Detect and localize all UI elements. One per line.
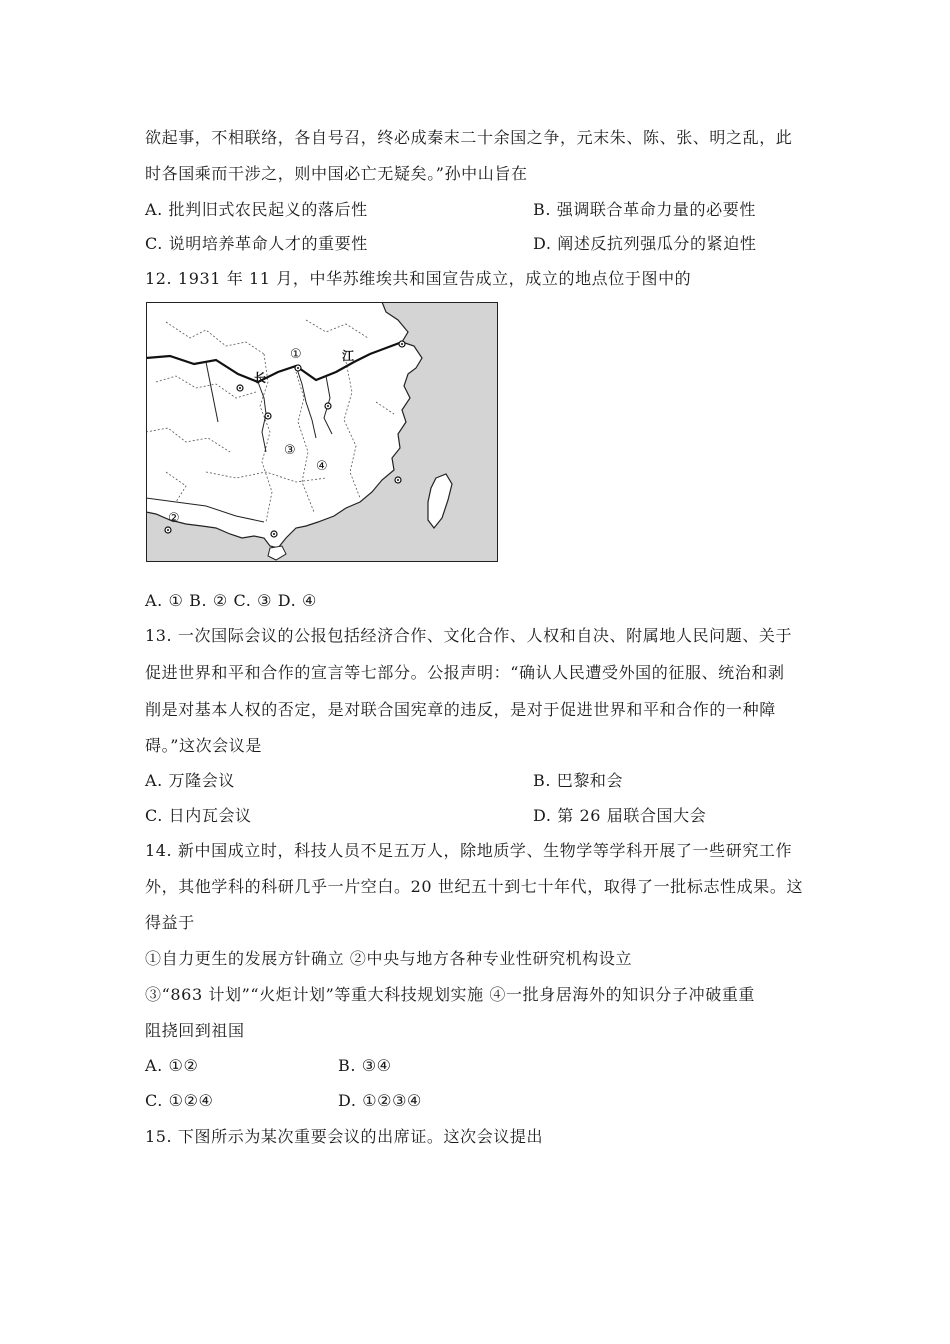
q12-stem: 12. 1931 年 11 月，中华苏维埃共和国宣告成立，成立的地点位于图中的 <box>145 269 692 288</box>
q11-stem-line2: 时各国乘而干涉之，则中国必亡无疑矣。”孙中山旨在 <box>145 164 528 183</box>
q11-option-a: A. 批判旧式农民起义的落后性 <box>145 200 368 219</box>
map-svg <box>146 302 498 562</box>
q13-stem-line1: 13. 一次国际会议的公报包括经济合作、文化合作、人权和自决、附属地人民问题、关于 <box>145 626 793 645</box>
q14-items-line1: ①自力更生的发展方针确立 ②中央与地方各种专业性研究机构设立 <box>145 949 633 968</box>
q13-option-d: D. 第 26 届联合国大会 <box>533 806 707 825</box>
q14-stem-line3: 得益于 <box>145 913 195 932</box>
q11-stem-line1: 欲起事，不相联络，各自号召，终必成秦末二十余国之争，元末朱、陈、张、明之乱，此 <box>145 128 793 147</box>
map-marker-3: ③ <box>284 443 296 458</box>
q14-option-c: C. ①②④ <box>145 1091 214 1110</box>
map-label-jiang: 江 <box>342 349 355 363</box>
southeast-china-map <box>146 302 498 562</box>
q12-options: A. ① B. ② C. ③ D. ④ <box>145 591 317 610</box>
q13-stem-line2: 促进世界和平和合作的宣言等七部分。公报声明：“确认人民遭受外国的征服、统治和剥 <box>145 663 785 682</box>
q13-option-a: A. 万隆会议 <box>145 771 235 790</box>
q11-option-b: B. 强调联合革命力量的必要性 <box>533 200 756 219</box>
q11-option-d: D. 阐述反抗列强瓜分的紧迫性 <box>533 234 757 253</box>
q11-option-c: C. 说明培养革命人才的重要性 <box>145 234 368 253</box>
q13-option-b: B. 巴黎和会 <box>533 771 624 790</box>
q14-items-line2: ③“863 计划”“火炬计划”等重大科技规划实施 ④一批身居海外的知识分子冲破重重 <box>145 985 756 1004</box>
q13-stem-line3: 削是对基本人权的否定，是对联合国宪章的违反，是对于促进世界和平和合作的一种障 <box>145 700 776 719</box>
q14-stem-line1: 14. 新中国成立时，科技人员不足五万人，除地质学、生物学等学科开展了一些研究工作 <box>145 841 793 860</box>
map-marker-2: ② <box>168 511 180 526</box>
q14-option-a: A. ①② <box>145 1056 199 1075</box>
map-label-chang: 长 <box>254 371 267 385</box>
q14-option-d: D. ①②③④ <box>338 1091 423 1110</box>
q14-items-line3: 阻挠回到祖国 <box>145 1021 245 1040</box>
q15-stem: 15. 下图所示为某次重要会议的出席证。这次会议提出 <box>145 1127 544 1146</box>
q13-option-c: C. 日内瓦会议 <box>145 806 252 825</box>
map-marker-4: ④ <box>316 459 328 474</box>
q14-stem-line2: 外，其他学科的科研几乎一片空白。20 世纪五十到七十年代，取得了一批标志性成果。这 <box>145 877 804 896</box>
q13-stem-line4: 碍。”这次会议是 <box>145 736 262 755</box>
map-marker-1: ① <box>290 347 302 362</box>
q14-option-b: B. ③④ <box>338 1056 392 1075</box>
